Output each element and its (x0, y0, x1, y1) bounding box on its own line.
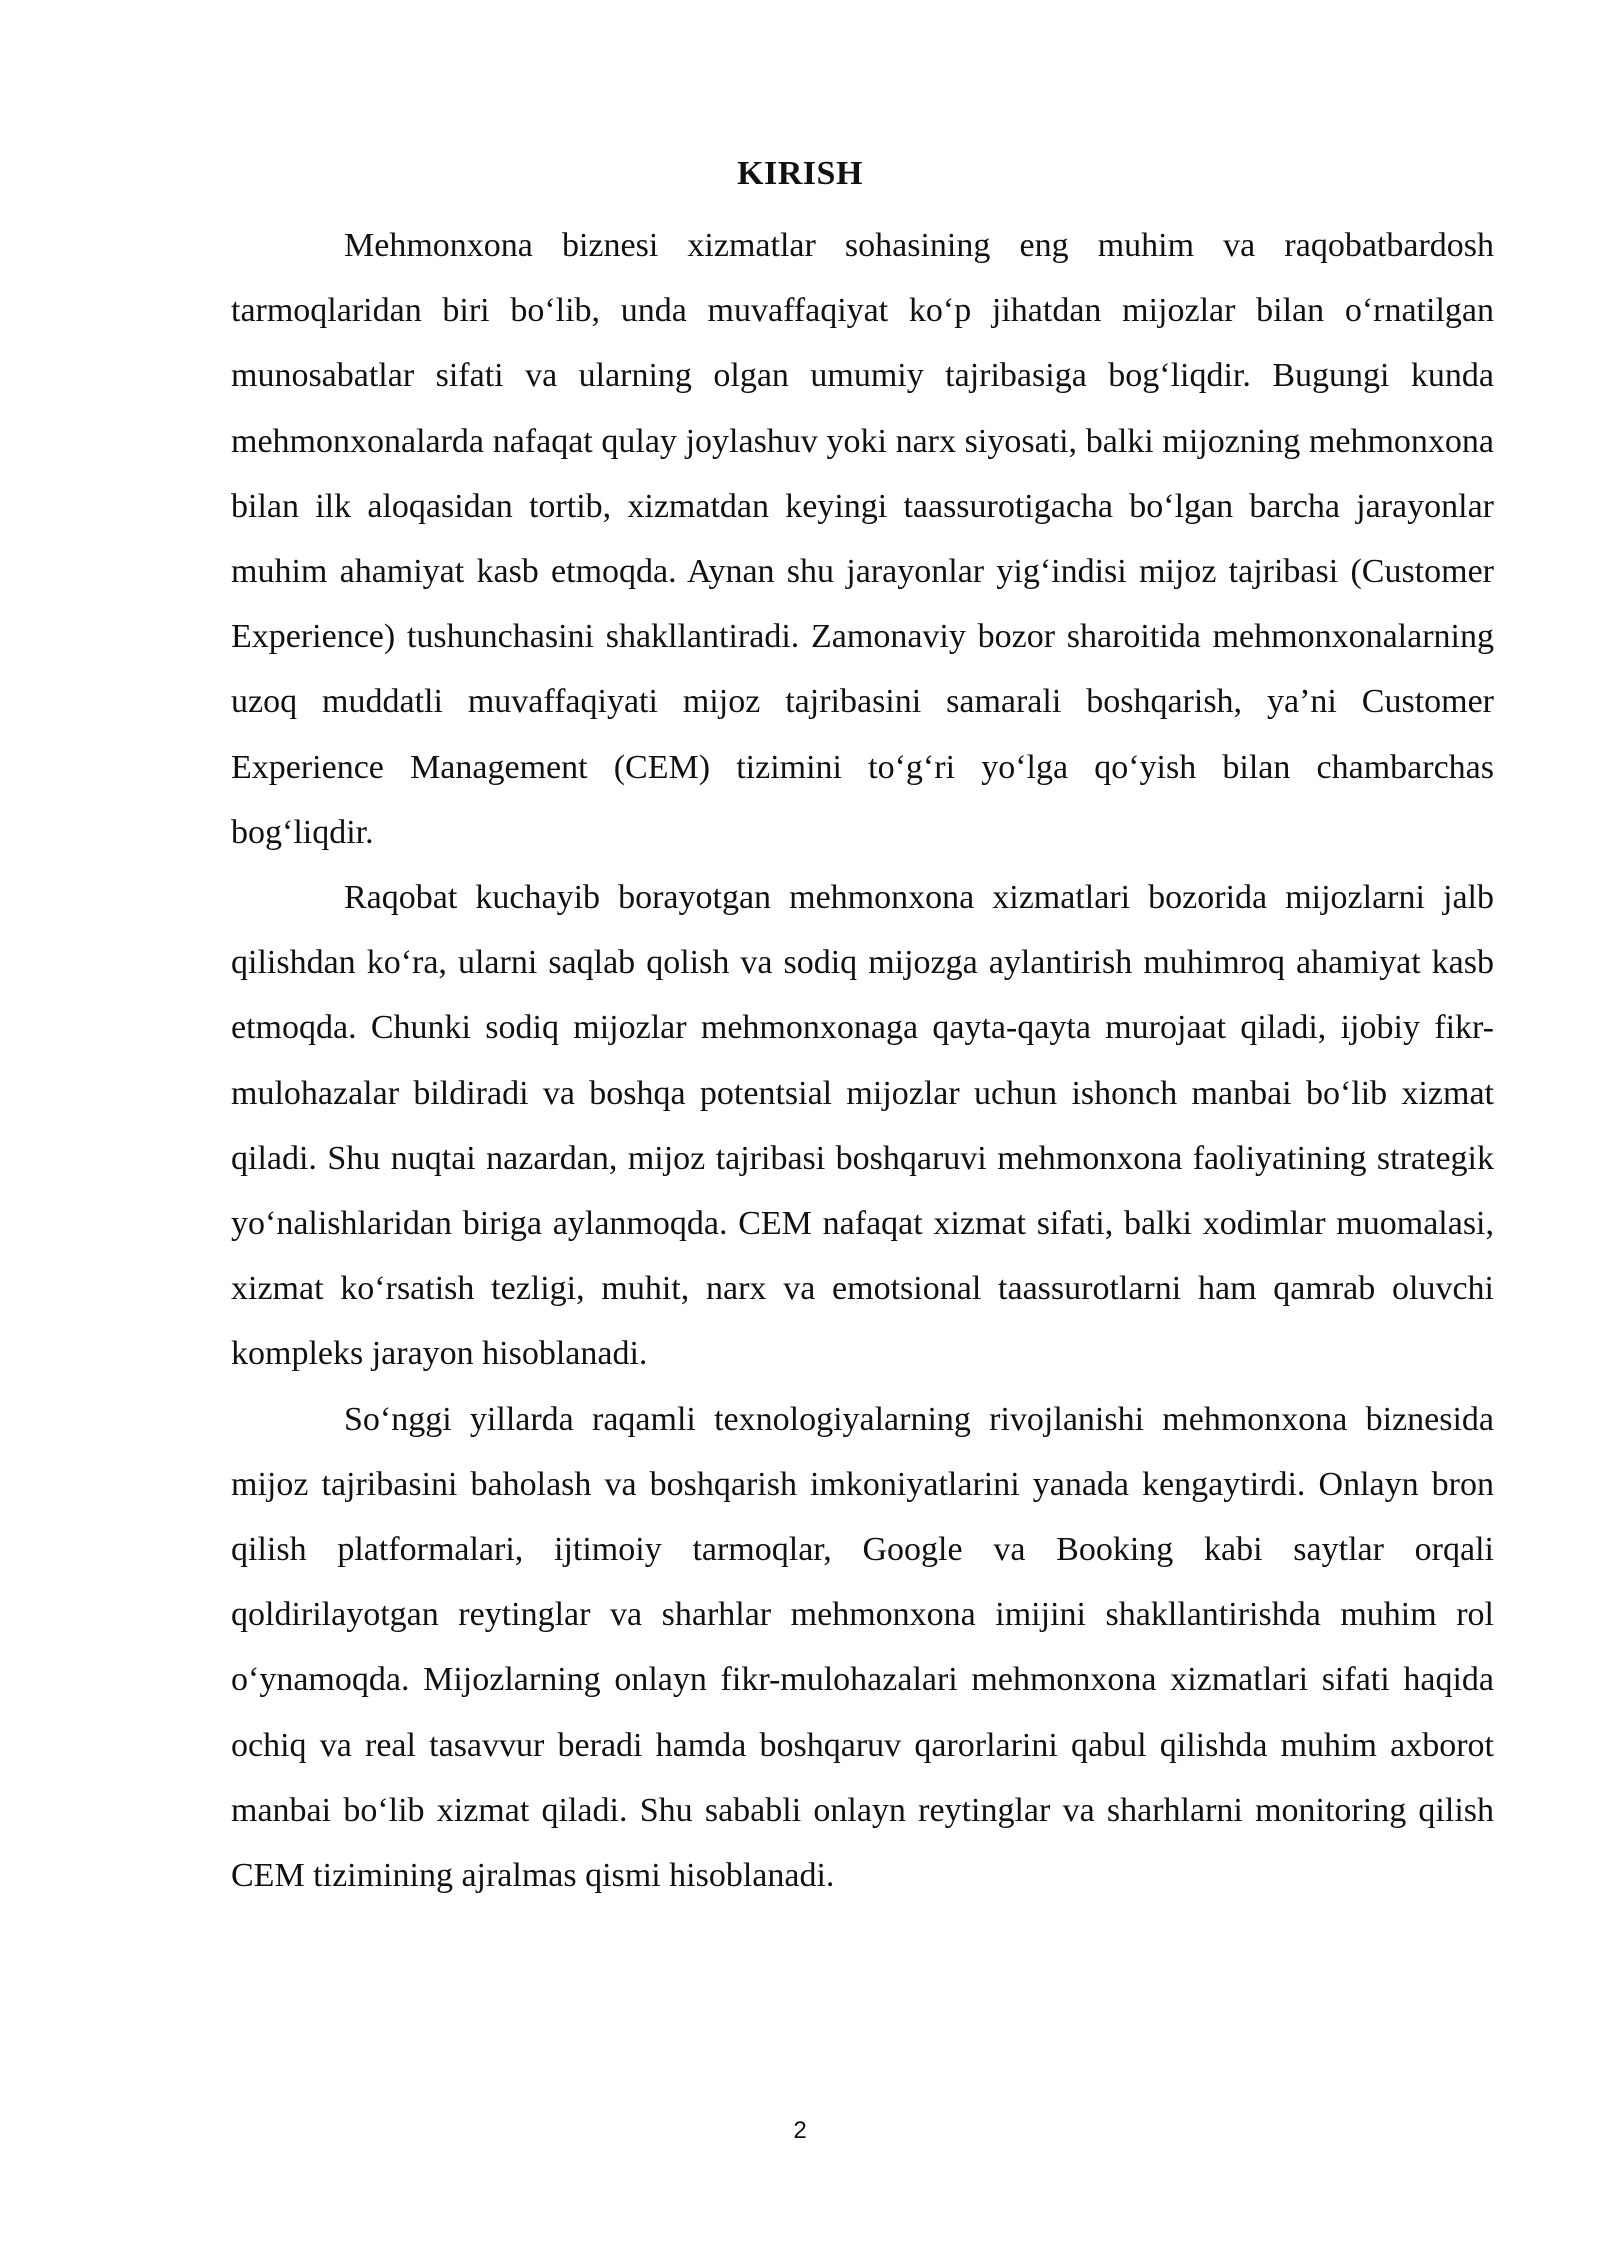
body-text (231, 213, 1494, 1908)
paragraph-3: So‘nggi yillarda raqamli texnologiyalarning rivojlanishi mehmonxona biznesida mijoz tajribasini baholash va boshqarish imkoniyatlarini yanada kengaytirdi. Onlayn bron qilish platformalari, ijtimoiy tarmoqlar, Google va Booking kabi saytlar orqali qoldirilayotgan reytinglar va sharhlar mehmonxona imijini shakllantirishda muhim rol o‘ynamoqda. Mijozlarning onlayn fikr-mulohazalari mehmonxona xizmatlari sifati haqida ochiq va real tasavvur beradi hamda boshqaruv qarorlarini qabul qilishda muhim axborot manbai bo‘lib xizmat qiladi. Shu sababli onlayn reytinglar va sharhlarni monitoring qilish CEM tizimining ajralmas qismi hisoblanadi. (231, 1400, 1494, 1895)
section-heading: KIRISH (737, 155, 863, 192)
paragraph-2: Raqobat kuchayib borayotgan mehmonxona xizmatlari bozorida mijozlarni jalb qilishdan ko‘ra, ularni saqlab qolish va sodiq mijozga aylantirish muhimroq ahamiyat kasb etmoqda. Chunki sodiq mijozlar mehmonxonaga qayta-qayta murojaat qiladi, ijobiy fikr-mulohazalar bildiradi va boshqa potentsial mijozlar uchun ishonch manbai bo‘lib xizmat qiladi. Shu nuqtai nazardan, mijoz tajribasi boshqaruvi mehmonxona faoliyatining strategik yo‘nalishlaridan biriga aylanmoqda. CEM nafaqat xizmat sifati, balki xodimlar muomalasi, xizmat ko‘rsatish tezligi, muhit, narx va emotsional taassurotlarni ham qamrab oluvchi kompleks jarayon hisoblanadi. (231, 879, 1494, 1373)
paragraph-1: Mehmonxona biznesi xizmatlar sohasining eng muhim va raqobatbardosh tarmoqlaridan biri bo‘lib, unda muvaffaqiyat ko‘p jihatdan mijozlar bilan o‘rnatilgan munosabatlar sifati va ularning olgan umumiy tajribasiga bog‘liqdir. Bugungi kunda mehmonxonalarda nafaqat qulay joylashuv yoki narx siyosati, balki mijozning mehmonxona bilan ilk aloqasidan tortib, xizmatdan keyingi taassurotigacha bo‘lgan barcha jarayonlar muhim ahamiyat kasb etmoqda. Aynan shu jarayonlar yig‘indisi mijoz tajribasi (Customer Experience) tushunchasini shakllantiradi. Zamonaviy bozor sharoitida mehmonxonalarning uzoq muddatli muvaffaqiyati mijoz tajribasini samarali boshqarish, ya’ni Customer Experience Management (CEM) tizimini to‘g‘ri yo‘lga qo‘yish bilan chambarchas bog‘liqdir. (231, 227, 1494, 851)
page-number: 2 (793, 2117, 807, 2144)
